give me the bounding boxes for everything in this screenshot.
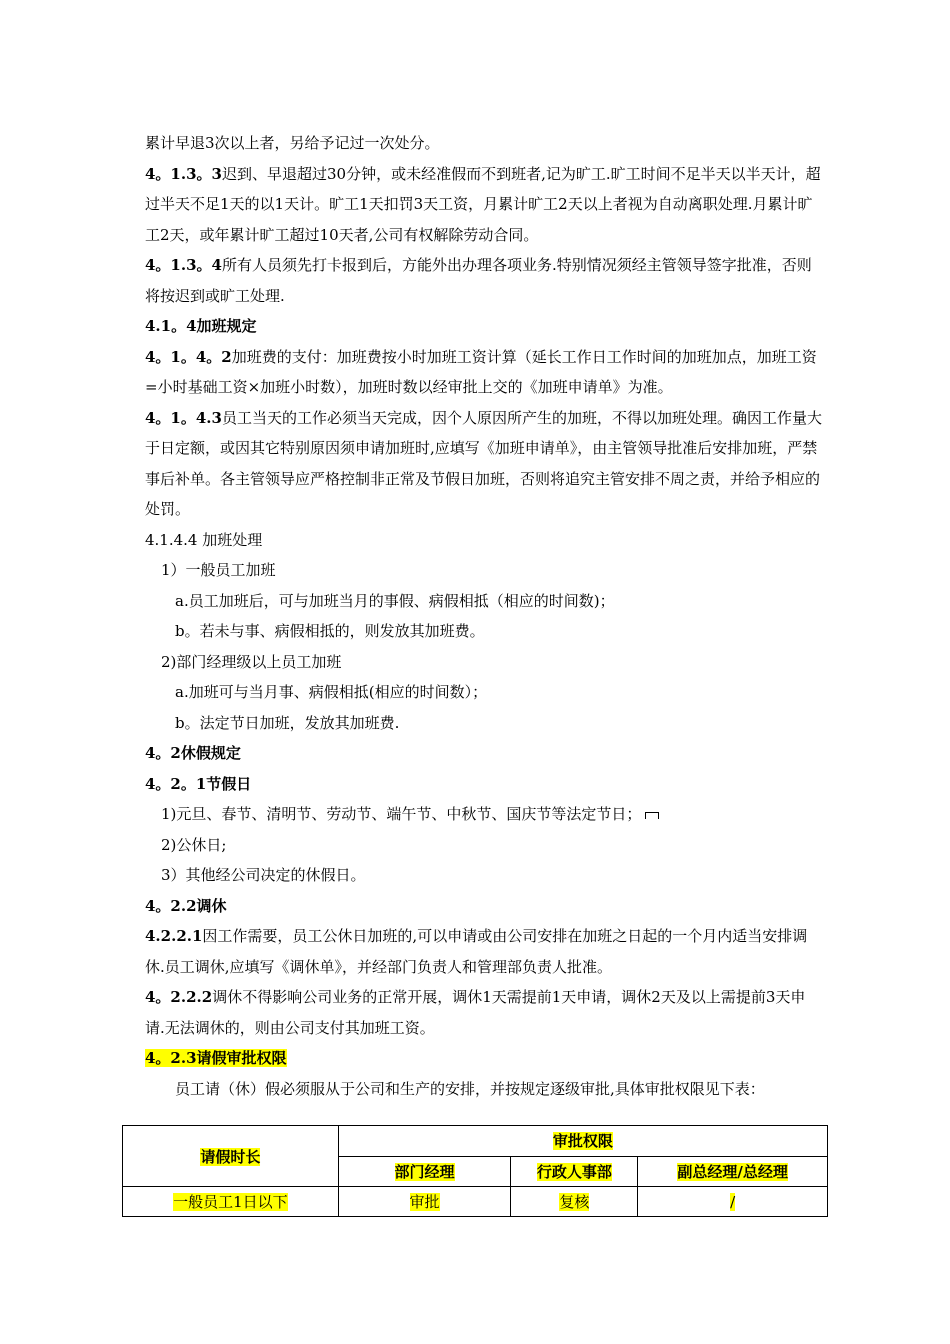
heading-leave-approval: 4。2.3请假审批权限	[145, 1049, 287, 1067]
list-item: 1)元旦、春节、清明节、劳动节、端午节、中秋节、国庆节等法定节日；	[145, 799, 825, 830]
clause-number: 4。1。4.3	[145, 408, 222, 427]
clause-number: 4。1.3。4	[145, 256, 222, 274]
table-cell: 一般员工1日以下	[123, 1187, 339, 1217]
text-line-0: 累计早退3次以上者，另给予记过一次处分。	[145, 134, 440, 152]
list-item: b。若未与事、病假相抵的，则发放其加班费。	[175, 622, 485, 640]
heading-leave-rules: 4。2休假规定	[145, 744, 241, 762]
table-cell: 审批	[338, 1187, 511, 1217]
table-row	[123, 1187, 828, 1217]
clause-4-1-4-3: 4。1。4.3员工当天的工作必须当天完成，因个人原因所产生的加班，不得以加班处理。确因工作量大于日定额，或因其它特别原因须申请加班时,应填写《加班申请单》，由主管领导批准后安排加班，严禁事后补单。各主管领导应严格控制非正常及节假日加班，否则将追究主管安排不周之责，并给予相应的处罚。	[145, 408, 822, 518]
header-leave-duration: 请假时长	[123, 1126, 339, 1187]
approval-table	[122, 1125, 828, 1217]
clause-4-1-4-2: 4。1。4。2加班费的支付：加班费按小时加班工资计算（延长工作日工作时间的加班加点，加班工资=小时基础工资×加班小时数），加班时数以经审批上交的《加班申请单》为准。	[145, 347, 817, 396]
list-item: a.加班可与当月事、病假相抵(相应的时间数）；	[175, 683, 488, 701]
header-dept-manager: 部门经理	[338, 1156, 511, 1187]
clause-number: 4。1.3。3	[145, 164, 222, 183]
table-cell: /	[638, 1187, 828, 1217]
list-item: b。法定节日加班，发放其加班费.	[175, 713, 400, 732]
clause-4-1-3-4: 4。1.3。4所有人员须先打卡报到后，方能外出办理各项业务.特别情况须经主管领导签字批准，否则将按迟到或旷工处理.	[145, 256, 812, 305]
list-item: a.员工加班后，可与加班当月的事假、病假相抵（相应的时间数)；	[175, 591, 615, 610]
header-approval-authority: 审批权限	[338, 1126, 827, 1157]
header-general-manager: 副总经理/总经理	[638, 1156, 828, 1187]
heading-compensatory-leave: 4。2.2调休	[145, 896, 227, 915]
clause-4-1-4-4: 4.1.4.4 加班处理	[145, 530, 263, 549]
heading-holidays: 4。2。1节假日	[145, 774, 252, 793]
list-item: 1）一般员工加班	[161, 561, 276, 579]
list-item: 2)公休日;	[161, 835, 227, 854]
clause-number: 4。2.2.2	[145, 988, 213, 1006]
list-item: 3）其他经公司决定的休假日。	[161, 866, 366, 884]
list-item: 2)部门经理级以上员工加班	[161, 652, 342, 671]
heading-overtime-rules: 4.1。4加班规定	[145, 317, 257, 335]
document-body	[145, 128, 825, 1104]
clause-4-1-3-3: 4。1.3。3迟到、早退超过30分钟，或未经准假而不到班者,记为旷工.旷工时间不足半天以半天计，超过半天不足1天的以1天计。旷工1天扣罚3天工资，月累计旷工2天以上者视为自动离职处理.月累计旷工2天，或年累计旷工超过10天者,公司有权解除劳动合同。	[145, 164, 821, 244]
clause-number: 4.2.2.1	[145, 927, 203, 945]
header-hr-admin: 行政人事部	[511, 1156, 638, 1187]
paragraph-mark-icon	[645, 812, 659, 819]
table-cell: 复核	[511, 1187, 638, 1217]
clause-4-2-2-2: 4。2.2.2调休不得影响公司业务的正常开展，调休1天需提前1天申请，调休2天及以上需提前3天申请.无法调休的，则由公司支付其加班工资。	[145, 988, 806, 1037]
approval-intro-paragraph: 员工请（休）假必须服从于公司和生产的安排，并按规定逐级审批,具体审批权限见下表：	[175, 1079, 765, 1098]
clause-number: 4。1。4。2	[145, 347, 232, 366]
clause-4-2-2-1: 4.2.2.1因工作需要，员工公休日加班的,可以申请或由公司安排在加班之日起的一个月内适当安排调休.员工调休,应填写《调休单》，并经部门负责人和管理部负责人批准。	[145, 927, 808, 976]
